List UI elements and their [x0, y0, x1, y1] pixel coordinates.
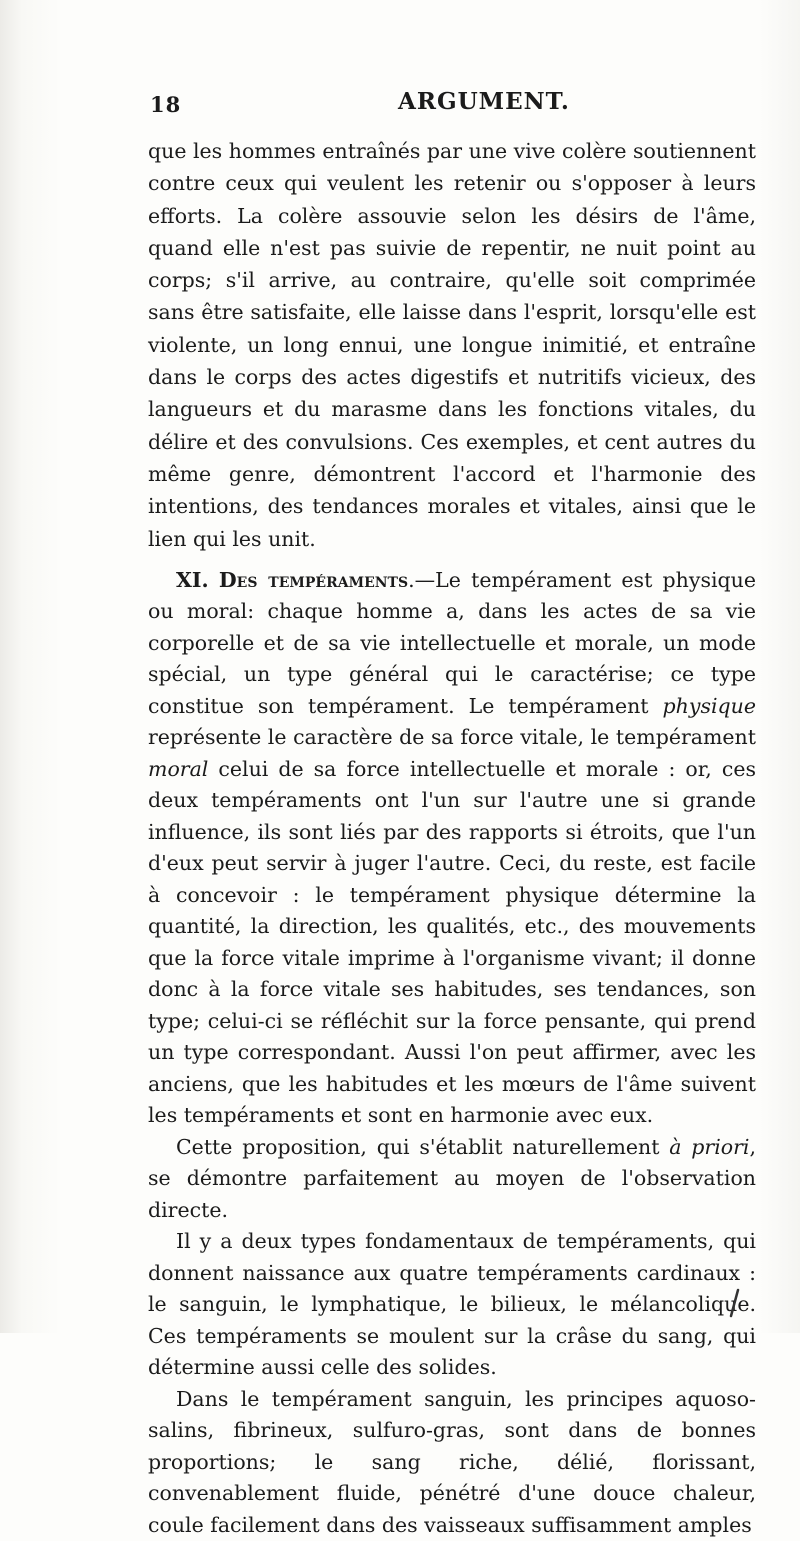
paragraph-4: Il y a deux types fondamentaux de tempéraments, qui donnent naissance aux quatre tempéraments cardinaux : le sanguin, le lymphatique, le bilieux, le mélancolique. Ces tempéraments se moulent sur la crâse du sang, qui détermine aussi celle des solides. [148, 1229, 756, 1380]
page-header [0, 88, 800, 122]
section-xi-paragraph [148, 565, 756, 1132]
emphasis-moral: moral [148, 756, 209, 781]
paragraph-1: que les hommes entraînés par une vive colère soutiennent contre ceux qui veulent les retenir ou s'opposer à leurs efforts. La colère assouvie selon les désirs de l'âme, quand elle n'est pas suivie de repentir, ne nuit point au corps; s'il arrive, au contraire, qu'elle soit comprimée sans être satisfaite, elle laisse dans l'esprit, lorsqu'elle est violente, un long ennui, une longue inimitié, et entraîne dans le corps des actes digestifs et nutritifs vicieux, des langueurs et du marasme dans les fonctions vitales, du délire et des convulsions. Ces exemples, et cent autres du même genre, démontrent l'accord et l'harmonie des intentions, des tendances morales et vitales, ainsi que le lien qui les unit. [148, 139, 756, 551]
paragraph-3-part-1: Cette proposition, qui s'établit naturellement [176, 1134, 670, 1159]
emphasis-physique: physique [662, 693, 756, 718]
body-text [148, 135, 756, 1541]
section-title: Des tempéraments [218, 567, 409, 592]
section-text-part-1: .—Le tempérament est physique ou moral: chaque homme a, dans les actes de sa vie corporelle et de sa vie intellectuelle et morale, un mode spécial, un type général qui le caractérise; ce type constitue son tempérament. Le tempérament [148, 567, 756, 718]
paragraph-3-part-2: , se démontre parfaitement au moyen de l'observation directe. [148, 1134, 756, 1222]
section-number: XI. [176, 567, 209, 592]
emphasis-a-priori: à priori [669, 1134, 750, 1159]
paragraph-5: Dans le tempérament sanguin, les principes aquoso-salins, fibrineux, sulfuro-gras, sont dans de bonnes proportions; le sang riche, délié, florissant, convenablement fluide, pénétré d'une douce chaleur, coule facilement dans des vaisseaux suffisamment amples [148, 1386, 756, 1537]
ink-mark [728, 1288, 740, 1318]
page-number: 18 [150, 92, 182, 117]
section-text-part-3: celui de sa force intellectuelle et morale : or, ces deux tempéraments ont l'un sur l'autre une si grande influence, ils sont liés par des rapports si étroits, que l'un d'eux peut servir à juger l'autre. Ceci, du reste, est facile à concevoir : le tempérament physique détermine la quantité, la direction, les qualités, etc., des mouvements que la force vitale imprime à l'organisme vivant; il donne donc à la force vitale ses habitudes, ses tendances, son type; celui-ci se réfléchit sur la force pensante, qui prend un type correspondant. Aussi l'on peut affirmer, avec les anciens, que les habitudes et les mœurs de l'âme suivent les tempéraments et sont en harmonie avec eux. [148, 756, 756, 1128]
running-title: ARGUMENT. [398, 88, 570, 115]
paragraph-3 [148, 1132, 756, 1227]
section-text-part-2: représente le caractère de sa force vitale, le tempérament [148, 725, 756, 750]
